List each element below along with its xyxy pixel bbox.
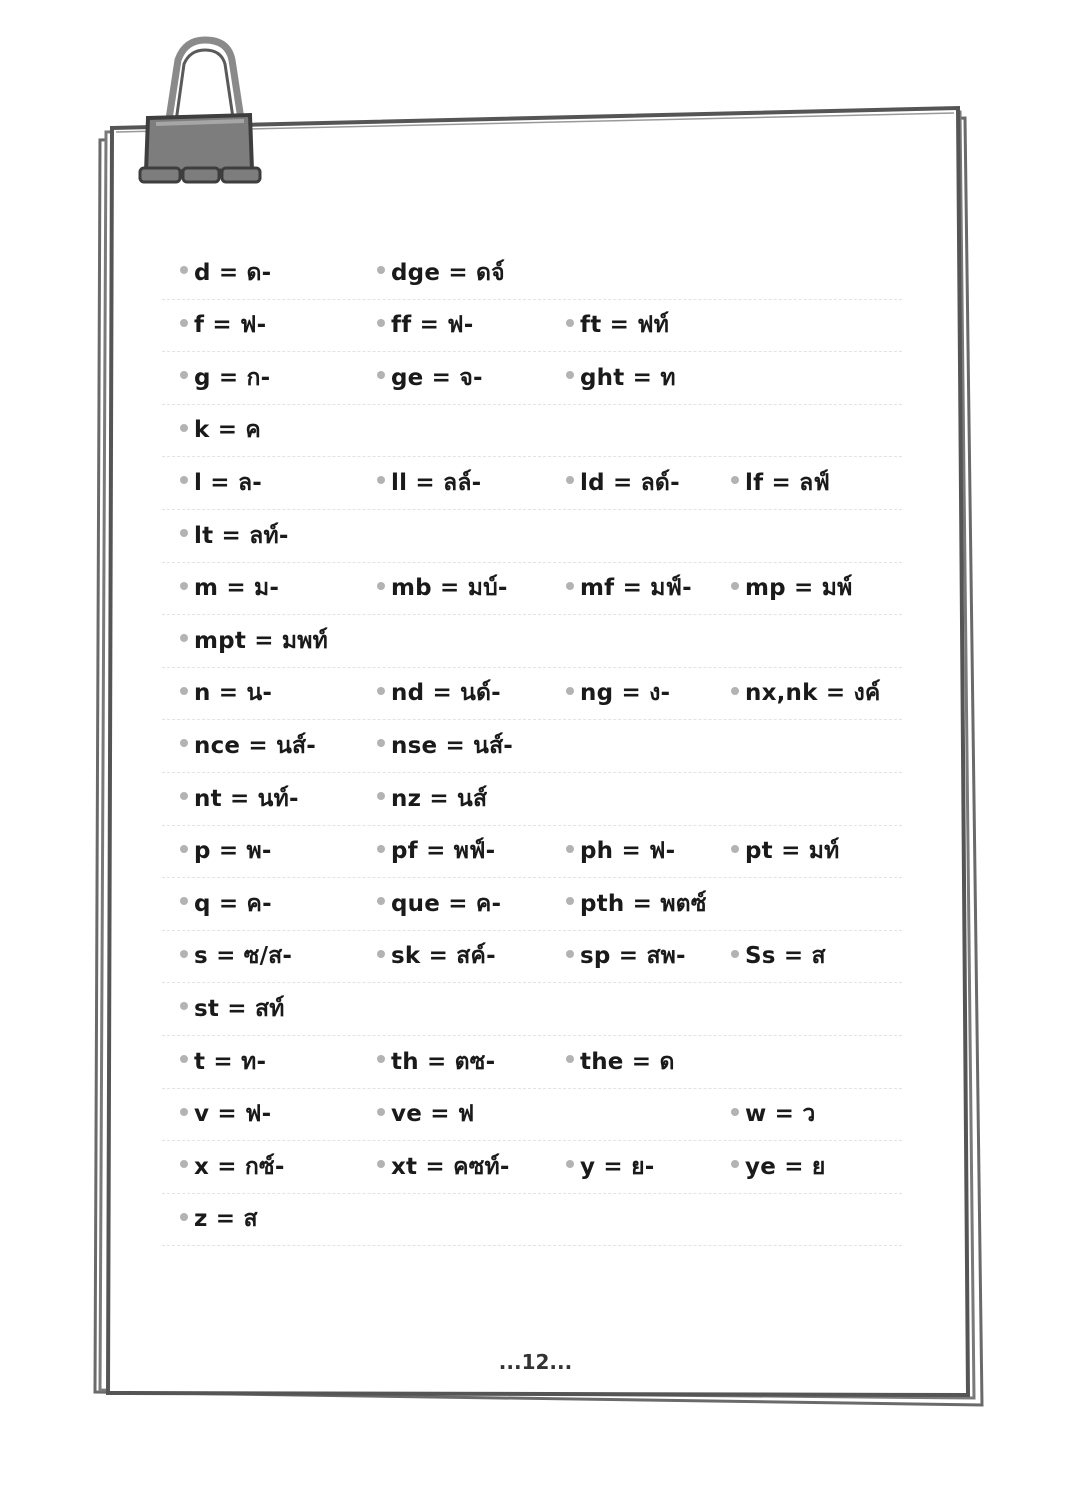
rule-text: nse = นส์- (391, 732, 514, 759)
table-row (162, 983, 902, 1036)
bullet-icon (180, 634, 188, 642)
bullet-icon (180, 1108, 188, 1116)
rule-text: ve = ฟ (391, 1101, 475, 1128)
rule-entry (377, 728, 513, 764)
rule-text: pth = พตซ์ (580, 890, 707, 917)
bullet-icon (180, 897, 188, 905)
rule-text: nt = นท์- (194, 785, 299, 812)
rule-text: d = ด- (194, 259, 272, 286)
rule-entry (566, 938, 686, 974)
rule-text: p = พ- (194, 838, 272, 865)
bullet-icon (731, 950, 739, 958)
bullet-icon (377, 792, 385, 800)
rule-entry (377, 307, 474, 343)
rule-text: ll = ลล์- (391, 469, 482, 496)
bullet-icon (566, 687, 574, 695)
bullet-icon (566, 582, 574, 590)
rule-text: dge = ดจ์ (391, 259, 505, 286)
rule-entry (180, 938, 292, 974)
page-number: ...12... (498, 1350, 573, 1374)
bullet-icon (377, 739, 385, 747)
rule-entry (180, 728, 316, 764)
bullet-icon (180, 792, 188, 800)
bullet-icon (377, 319, 385, 327)
rule-entry (731, 1096, 815, 1132)
bullet-icon (377, 371, 385, 379)
rule-text: l = ล- (194, 469, 263, 496)
rule-entry (566, 570, 692, 606)
rule-text: mb = มบ์- (391, 575, 508, 602)
bullet-icon (180, 319, 188, 327)
bullet-icon (180, 687, 188, 695)
rule-text: pt = มท์ (745, 838, 840, 865)
table-row (162, 510, 902, 563)
rule-text: ght = ท (580, 364, 676, 391)
rule-text: s = ซ/ส- (194, 943, 293, 970)
rule-text: que = ค- (391, 890, 502, 917)
rule-text: ld = ลด์- (580, 469, 680, 496)
bullet-icon (180, 1160, 188, 1168)
bullet-icon (566, 371, 574, 379)
rule-text: x = กซ์- (194, 1153, 285, 1180)
table-row (162, 352, 902, 405)
bullet-icon (566, 1160, 574, 1168)
rule-text: nce = นส์- (194, 732, 316, 759)
bullet-icon (566, 319, 574, 327)
table-row (162, 1036, 902, 1089)
bullet-icon (566, 845, 574, 853)
bullet-icon (377, 950, 385, 958)
rule-text: z = ส (194, 1206, 258, 1233)
bullet-icon (566, 897, 574, 905)
rule-entry (731, 570, 852, 606)
bullet-icon (377, 897, 385, 905)
rule-text: ft = ฟท์ (580, 312, 670, 339)
bullet-icon (731, 687, 739, 695)
rule-entry (731, 465, 830, 501)
rule-entry (377, 465, 481, 501)
rule-entry (566, 675, 670, 711)
rule-entry (377, 781, 487, 817)
rule-text: m = ม- (194, 575, 280, 602)
bullet-icon (377, 845, 385, 853)
rule-entry (180, 833, 272, 869)
rule-text: y = ย- (580, 1153, 655, 1180)
bullet-icon (180, 582, 188, 590)
bullet-icon (180, 1055, 188, 1063)
rule-text: ye = ย (745, 1153, 826, 1180)
bullet-icon (180, 1002, 188, 1010)
bullet-icon (180, 845, 188, 853)
table-row (162, 300, 902, 353)
rule-text: k = ค (194, 417, 261, 444)
bullet-icon (566, 476, 574, 484)
rule-entry (180, 623, 328, 659)
rule-entry (180, 1149, 285, 1185)
rule-entry (377, 886, 501, 922)
rule-entry (180, 307, 266, 343)
rule-text: ff = ฟ- (391, 312, 474, 339)
rule-entry (377, 833, 495, 869)
table-row (162, 668, 902, 721)
rule-text: nx,nk = งค์ (745, 680, 881, 707)
rule-entry (180, 1201, 258, 1237)
bullet-icon (377, 582, 385, 590)
rule-entry (377, 1044, 495, 1080)
bullet-icon (180, 1213, 188, 1221)
bullet-icon (377, 1108, 385, 1116)
rule-text: the = ด (580, 1048, 675, 1075)
table-row (162, 878, 902, 931)
rule-entry (566, 886, 707, 922)
rule-entry (377, 1149, 510, 1185)
rule-text: g = ก- (194, 364, 271, 391)
rule-entry (180, 675, 272, 711)
table-row (162, 1141, 902, 1194)
rule-entry (180, 412, 261, 448)
table-row (162, 405, 902, 458)
rule-text: sp = สพ- (580, 943, 686, 970)
bullet-icon (180, 371, 188, 379)
rule-entry (377, 255, 505, 291)
rule-entry (566, 307, 669, 343)
rule-entry (180, 465, 262, 501)
phonics-table (162, 247, 902, 1246)
rule-entry (377, 360, 483, 396)
rule-entry (377, 938, 496, 974)
rule-entry (377, 1096, 474, 1132)
rule-entry (180, 781, 299, 817)
rule-text: th = ตซ- (391, 1048, 496, 1075)
rule-entry (180, 1044, 266, 1080)
rule-text: sk = สค์- (391, 943, 496, 970)
rule-entry (731, 1149, 826, 1185)
bullet-icon (731, 1108, 739, 1116)
rule-entry (566, 1044, 675, 1080)
rule-entry (180, 360, 270, 396)
bullet-icon (377, 687, 385, 695)
table-row (162, 1194, 902, 1247)
bullet-icon (566, 1055, 574, 1063)
table-row (162, 615, 902, 668)
rule-text: f = ฟ- (194, 312, 267, 339)
rule-entry (180, 886, 272, 922)
rule-entry (731, 938, 826, 974)
rule-text: mf = มฟ์- (580, 575, 692, 602)
bullet-icon (377, 1160, 385, 1168)
rule-entry (731, 833, 839, 869)
rule-text: v = ฟ- (194, 1101, 272, 1128)
bullet-icon (566, 950, 574, 958)
table-row (162, 720, 902, 773)
rule-entry (566, 360, 676, 396)
bullet-icon (180, 739, 188, 747)
rule-text: ge = จ- (391, 364, 483, 391)
bullet-icon (377, 266, 385, 274)
rule-text: mpt = มพท์ (194, 627, 328, 654)
bullet-icon (180, 476, 188, 484)
rule-text: lf = ลฟ์ (745, 469, 830, 496)
table-row (162, 457, 902, 510)
table-row (162, 773, 902, 826)
rule-entry (377, 570, 508, 606)
rule-text: t = ท- (194, 1048, 267, 1075)
rule-text: q = ค- (194, 890, 272, 917)
table-row (162, 247, 902, 300)
rule-text: w = ว (745, 1101, 816, 1128)
rule-text: nz = นส์ (391, 785, 488, 812)
rule-text: lt = ลท์- (194, 522, 289, 549)
rule-text: nd = นด์- (391, 680, 501, 707)
bullet-icon (180, 266, 188, 274)
rule-entry (377, 675, 501, 711)
rule-entry (566, 833, 675, 869)
table-row (162, 826, 902, 879)
rule-entry (180, 255, 271, 291)
bullet-icon (731, 845, 739, 853)
rule-text: xt = คซท์- (391, 1153, 510, 1180)
rule-entry (180, 518, 289, 554)
rule-text: ng = ง- (580, 680, 671, 707)
bullet-icon (731, 1160, 739, 1168)
rule-text: mp = มพ์ (745, 575, 853, 602)
rule-text: Ss = ส (745, 943, 826, 970)
table-row (162, 931, 902, 984)
bullet-icon (180, 529, 188, 537)
rule-entry (180, 1096, 271, 1132)
rule-text: pf = พฟ์- (391, 838, 496, 865)
rule-entry (566, 465, 680, 501)
bullet-icon (180, 950, 188, 958)
bullet-icon (731, 582, 739, 590)
table-row (162, 563, 902, 616)
bullet-icon (377, 476, 385, 484)
rule-entry (566, 1149, 655, 1185)
rule-entry (180, 991, 285, 1027)
bullet-icon (180, 424, 188, 432)
rule-entry (731, 675, 881, 711)
rule-entry (180, 570, 279, 606)
rule-text: ph = ฟ- (580, 838, 676, 865)
rule-text: st = สท์ (194, 995, 285, 1022)
bullet-icon (377, 1055, 385, 1063)
table-row (162, 1089, 902, 1142)
rule-text: n = น- (194, 680, 273, 707)
bullet-icon (731, 476, 739, 484)
